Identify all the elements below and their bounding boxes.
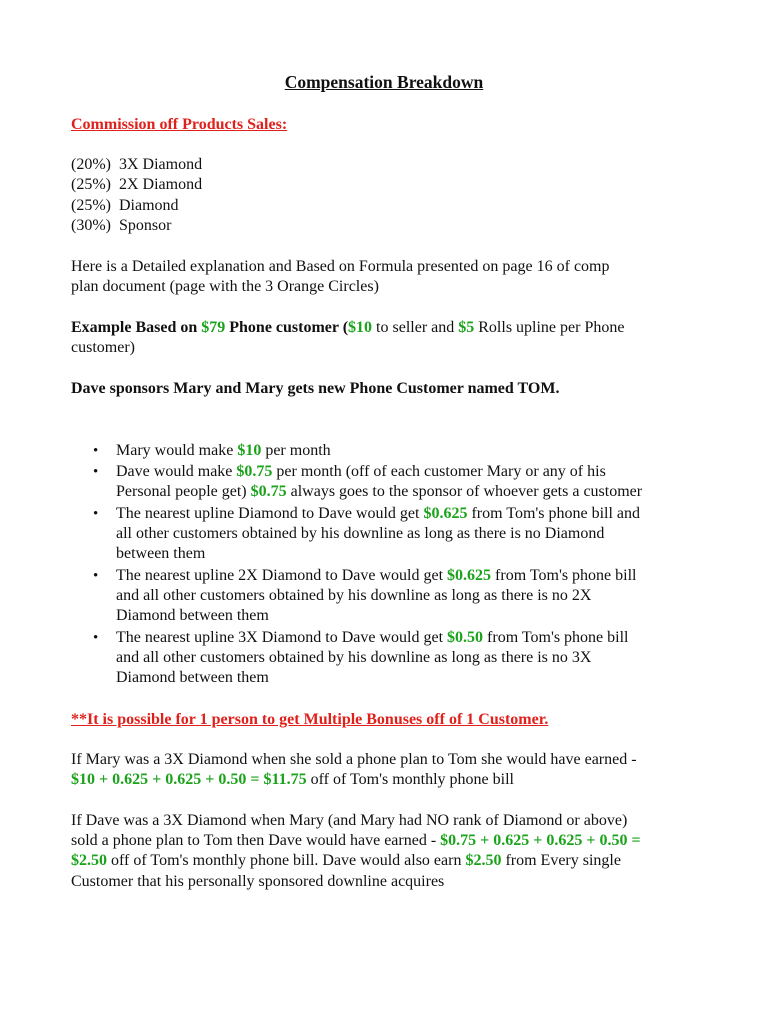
amount-0-50: $0.50 [447, 629, 484, 646]
bullet-text: from Tom's phone bill and [467, 505, 641, 522]
bullet-text: Mary would make [116, 442, 238, 459]
bullet-text: from Tom's phone bill [483, 629, 629, 646]
bullet-marker: • [93, 464, 99, 480]
amount-0-625: $0.625 [423, 505, 468, 522]
dave-example-line-4: Customer that his personally sponsored downline acquires [71, 873, 445, 890]
amount-2-50: $2.50 [465, 852, 502, 869]
bullet-text: always goes to the sponsor of whoever gets a customer [286, 483, 643, 500]
dave-example-text: off of Tom's monthly phone bill. Dave would also earn [107, 852, 466, 869]
dave-earnings-formula: $0.75 + 0.625 + 0.625 + 0.50 = [440, 832, 641, 849]
example-text: Rolls upline per Phone [474, 319, 625, 336]
scenario-statement: Dave sponsors Mary and Mary gets new Phone Customer named TOM. [71, 380, 560, 397]
bullet-3x-diamond-line-1 [116, 628, 629, 648]
dave-example-text: sold a phone plan to Tom then Dave would have earned - [71, 832, 441, 849]
page-title: Compensation Breakdown [284, 72, 484, 92]
amount-0-75: $0.75 [236, 463, 273, 480]
dave-example-line-3 [71, 851, 621, 871]
commission-rate-sponsor: (30%) Sponsor [71, 217, 172, 234]
multiple-bonuses-note: **It is possible for 1 person to get Multiple Bonuses off of 1 Customer. [71, 711, 549, 728]
dave-example-text: from Every single [501, 852, 621, 869]
amount-10: $10 [237, 442, 262, 459]
dave-example-line-1: If Dave was a 3X Diamond when Mary (and Mary had NO rank of Diamond or above) [71, 812, 628, 829]
example-amount-5: $5 [458, 319, 475, 336]
bullet-dave-earnings-line-1 [116, 462, 606, 482]
bullet-text: The nearest upline 2X Diamond to Dave would get [116, 567, 448, 584]
bullet-2x-diamond-line-2: and all other customers obtained by his downline as long as there is no 2X [116, 587, 592, 604]
commission-heading: Commission off Products Sales: [71, 116, 288, 133]
bullet-3x-diamond-line-2: and all other customers obtained by his downline as long as there is no 3X [116, 649, 592, 666]
bullet-text: The nearest upline 3X Diamond to Dave would get [116, 629, 448, 646]
commission-rate-2x-diamond: (25%) 2X Diamond [71, 176, 203, 193]
intro-line-2: plan document (page with the 3 Orange Circles) [71, 278, 379, 295]
bullet-2x-diamond-line-3: Diamond between them [116, 607, 269, 624]
bullet-text: per month [261, 442, 331, 459]
bullet-diamond-line-1 [116, 504, 640, 524]
mary-example-line-1: If Mary was a 3X Diamond when she sold a phone plan to Tom she would have earned - [71, 751, 637, 768]
bullet-text: Personal people get) [116, 483, 251, 500]
example-text: to seller and [372, 319, 459, 336]
mary-example-line-2 [71, 770, 514, 790]
bullet-text: Dave would make [116, 463, 237, 480]
example-line-2: customer) [71, 339, 135, 356]
bullet-text: The nearest upline Diamond to Dave would get [116, 505, 424, 522]
dave-earnings-total: $2.50 [71, 852, 107, 869]
bullet-text: per month (off of each customer Mary or any of his [272, 463, 606, 480]
example-amount-10: $10 [348, 319, 373, 336]
dave-example-line-2 [71, 831, 641, 851]
bullet-marker: • [93, 443, 99, 459]
mary-example-tail: off of Tom's monthly phone bill [306, 771, 514, 788]
bullet-2x-diamond-line-1 [116, 566, 637, 586]
example-amount-79: $79 [201, 319, 226, 336]
bullet-marker: • [93, 568, 99, 584]
mary-earnings-formula: $10 + 0.625 + 0.625 + 0.50 = $11.75 [71, 771, 307, 788]
bullet-marker: • [93, 506, 99, 522]
bullet-3x-diamond-line-3: Diamond between them [116, 669, 269, 686]
commission-rate-3x-diamond: (20%) 3X Diamond [71, 156, 203, 173]
example-text: Phone customer ( [225, 319, 349, 336]
bullet-diamond-line-2: all other customers obtained by his downline as long as there is no Diamond [116, 525, 605, 542]
bullet-text: from Tom's phone bill [491, 567, 637, 584]
bullet-mary-earnings [116, 441, 331, 461]
bullet-diamond-line-3: between them [116, 545, 206, 562]
example-line-1 [71, 318, 624, 338]
amount-0-625: $0.625 [447, 567, 492, 584]
bullet-dave-earnings-line-2 [116, 482, 642, 502]
commission-rate-diamond: (25%) Diamond [71, 197, 179, 214]
example-text: Example Based on [71, 319, 202, 336]
bullet-marker: • [93, 630, 99, 646]
intro-line-1: Here is a Detailed explanation and Based on Formula presented on page 16 of comp [71, 258, 610, 275]
amount-0-75: $0.75 [250, 483, 287, 500]
